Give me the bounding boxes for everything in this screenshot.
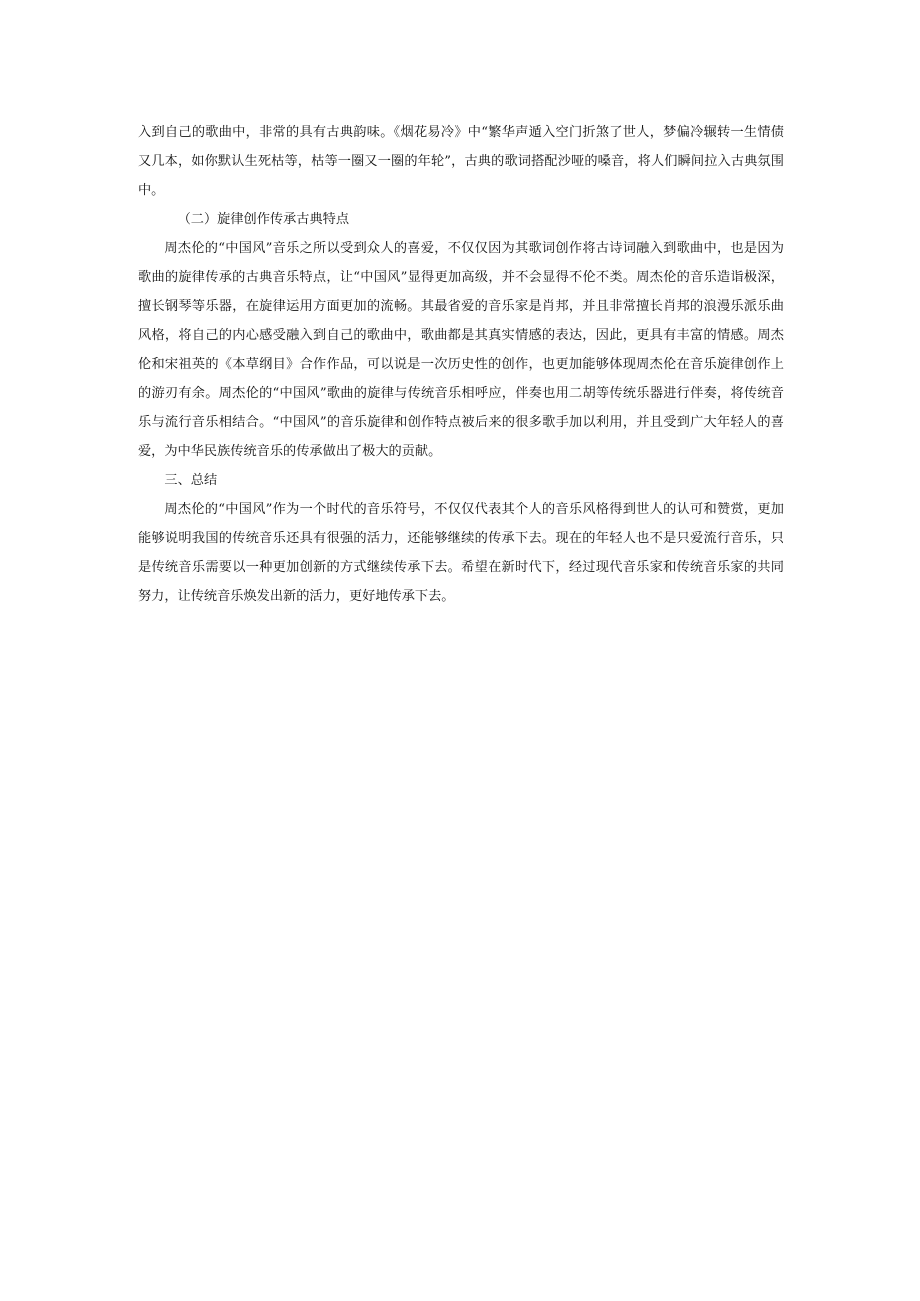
paragraph-summary: 周杰伦的“中国风”作为一个时代的音乐符号，不仅仅代表其个人的音乐风格得到世人的认可和赞赏，更加能够说明我国的传统音乐还具有很强的活力，还能够继续的传承下去。现在的年轻人也不是只爱流行音乐，只是传统音乐需要以一种更加创新的方式继续传承下去。希望在新时代下，经过现代音乐家和传统音乐家的共同努力，让传统音乐焕发出新的活力，更好地传承下去。 (138, 502, 784, 604)
paragraph-melody: 周杰伦的“中国风”音乐之所以受到众人的喜爱，不仅仅因为其歌词创作将古诗词融入到歌曲中，也是因为歌曲的旋律传承的古典音乐特点，让“中国风”显得更加高级，并不会显得不伦不类。周杰伦的音乐造诣极深，擅长钢琴等乐器，在旋律运用方面更加的流畅。其最省爱的音乐家是肖邦，并且非常擅长肖邦的浪漫乐派乐曲风格，将自己的内心感受融入到自己的歌曲中，歌曲都是其真实情感的表达，因此，更具有丰富的情感。周杰伦和宋祖英的《本草纲目》合作作品，可以说是一次历史性的创作，也更加能够体现周杰伦在音乐旋律创作上的游刃有余。周杰伦的“中国风”歌曲的旋律与传统音乐相呼应，伴奏也用二胡等传统乐器进行伴奏，将传统音乐与流行音乐相结合。“中国风”的音乐旋律和创作特点被后来的很多歌手加以利用，并且受到广大年轻人的喜爱，为中华民族传统音乐的传承做出了极大的贡献。 (138, 241, 784, 459)
section-heading-summary: 三、总结 (164, 473, 218, 488)
document-page (138, 118, 784, 611)
subsection-heading-melody: （二）旋律创作传承古典特点 (177, 212, 350, 227)
paragraph-continued: 入到自己的歌曲中，非常的具有古典韵味。《烟花易冷》中“繁华声遁入空门折煞了世人，梦偏冷辗转一生情债又几本，如你默认生死枯等，枯等一圈又一圈的年轮”，古典的歌词搭配沙哑的嗓音，将人们瞬间拉入古典氛围中。 (138, 125, 784, 198)
